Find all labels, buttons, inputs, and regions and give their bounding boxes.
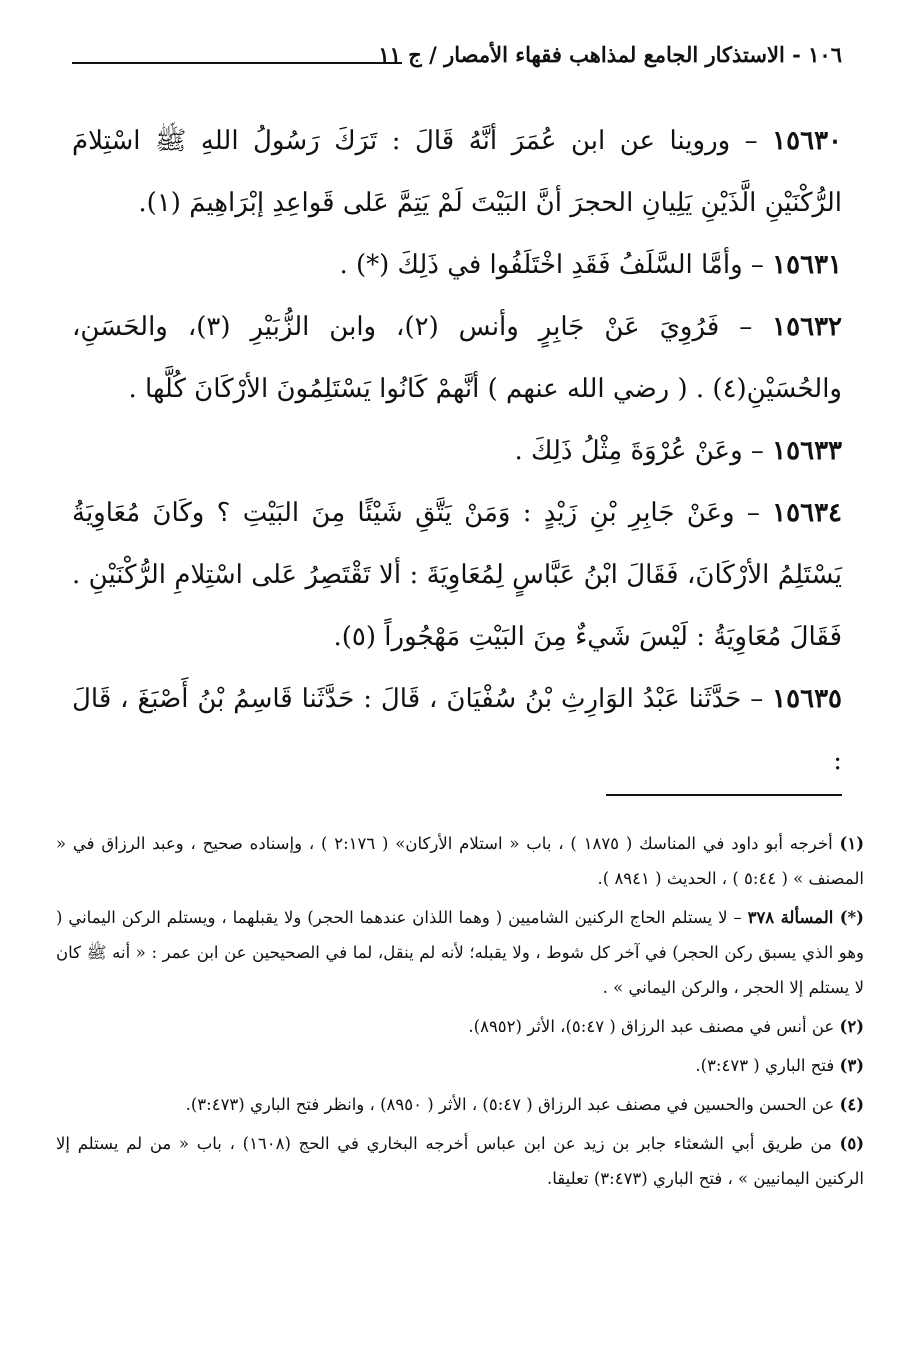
- paragraph-number: ١٥٦٣١: [772, 250, 842, 280]
- running-header: [72, 42, 842, 78]
- footnote: [56, 1048, 864, 1083]
- paragraph-number: ١٥٦٣٣: [772, 436, 842, 466]
- header-title: ١٠٦ - الاستذكار الجامع لمذاهب فقهاء الأمصار / ج ١١: [378, 42, 842, 67]
- paragraph: [72, 420, 842, 482]
- paragraph-text: – وروينا عن ابن عُمَرَ أنَّهُ قَالَ : تَرَكَ رَسُولُ اللهِ ﷺ اسْتِلامَ الرُّكْنَيْنِ الَّذَيْنِ يَلِيانِ الحجرَ أنَّ البَيْتَ لَمْ يَتِمَّ عَلى قَواعِدِ إبْرَاهِيمَ (١).: [72, 126, 842, 218]
- paragraph-text: – وعَنْ جَابِرِ بْنِ زَيْدٍ : وَمَنْ يَتَّقِ شَيْئًا مِنَ البَيْتِ ؟ وكَانَ مُعَاوِيَةُ يَسْتَلِمُ الأرْكَانَ، فَقَالَ ابْنُ عَبَّاسٍ لِمُعَاوِيَةَ : ألا تَقْتَصِرُ عَلى اسْتِلامِ الرُّكْنَيْنِ . فَقَالَ مُعَاوِيَةُ : لَيْسَ شَيءٌ مِنَ البَيْتِ مَهْجُوراً (٥).: [72, 498, 842, 652]
- footnote-label: (٤): [839, 1095, 864, 1114]
- footnote-text: أخرجه أبو داود في المناسك ( ١٨٧٥ ) ، باب « استلام الأركان» ( ٢:١٧٦ ) ، وإسناده صحيح ، وعبد الرزاق في « المصنف » ( ٥:٤٤ ) ، الحديث ( ٨٩٤١ ).: [56, 834, 864, 888]
- paragraph-number: ١٥٦٣٥: [772, 684, 842, 714]
- footnote-label: (١): [839, 834, 864, 853]
- footnote-label: (٥): [839, 1134, 864, 1153]
- footnote: [56, 826, 864, 896]
- paragraph-number: ١٥٦٣٢: [772, 312, 842, 342]
- footnote: [56, 900, 864, 1005]
- footnote-label: (٢): [839, 1017, 864, 1036]
- footnote-text: من طريق أبي الشعثاء جابر بن زيد عن ابن عباس أخرجه البخاري في الحج (١٦٠٨) ، باب « من لم يستلم إلا الركنين اليمانيين » ، فتح الباري (٣:٤٧٣) تعليقا.: [56, 1134, 864, 1188]
- footnote: [56, 1009, 864, 1044]
- footnote-text: عن الحسن والحسين في مصنف عبد الرزاق ( ٥:٤٧) ، الأثر ( ٨٩٥٠) ، وانظر فتح الباري (٣:٤٧٣).: [185, 1095, 840, 1114]
- footnote-text: – لا يستلم الحاج الركنين الشاميين ( وهما اللذان عندهما الحجر) ولا يقبلهما ، ويستلم الركن اليماني ( وهو الذي يسبق ركن الحجر) في آخر كل شوط ، ولا يقبله؛ لأنه لم ينقل، لما في الصحيحين عن ابن عمر : « أنه ﷺ كان لا يستلم إلا الحجر ، والركن اليماني » .: [56, 908, 864, 997]
- paragraph-text: – حَدَّثَنا عَبْدُ الوَارِثِ بْنُ سُفْيَانَ ، قَالَ : حَدَّثَنا قَاسِمُ بْنُ أَصْبَغَ ، قَالَ :: [72, 684, 842, 776]
- footnote-text: فتح الباري ( ٣:٤٧٣).: [695, 1056, 840, 1075]
- paragraph-number: ١٥٦٣٠: [772, 126, 842, 156]
- footnote-text: عن أنس في مصنف عبد الرزاق ( ٥:٤٧)، الأثر (٨٩٥٢).: [468, 1017, 840, 1036]
- paragraph: [72, 668, 842, 792]
- footnotes: [56, 826, 864, 1200]
- paragraph-text: – وأمَّا السَّلَفُ فَقَدِ اخْتَلَفُوا في ذَلِكَ (*) .: [339, 250, 773, 280]
- main-text: [72, 110, 842, 792]
- paragraph-text: – فَرُوِيَ عَنْ جَابِرٍ وأنس (٢)، وابن الزُّبَيْرِ (٣)، والحَسَنِ، والحُسَيْنِ(٤) . ( رضي الله عنهم ) أنَّهمْ كَانُوا يَسْتَلِمُونَ الأرْكَانَ كُلَّها .: [72, 312, 842, 404]
- paragraph: [72, 482, 842, 668]
- paragraph: [72, 234, 842, 296]
- footnote: [56, 1087, 864, 1122]
- footnote-separator: [606, 794, 842, 796]
- footnote: [56, 1126, 864, 1196]
- paragraph-number: ١٥٦٣٤: [772, 498, 842, 528]
- header-rule: [72, 62, 402, 64]
- paragraph: [72, 110, 842, 234]
- paragraph: [72, 296, 842, 420]
- footnote-label: (*) المسألة ٣٧٨: [747, 908, 864, 927]
- paragraph-text: – وعَنْ عُرْوَةَ مِثْلُ ذَلِكَ .: [514, 436, 773, 466]
- footnote-label: (٣): [839, 1056, 864, 1075]
